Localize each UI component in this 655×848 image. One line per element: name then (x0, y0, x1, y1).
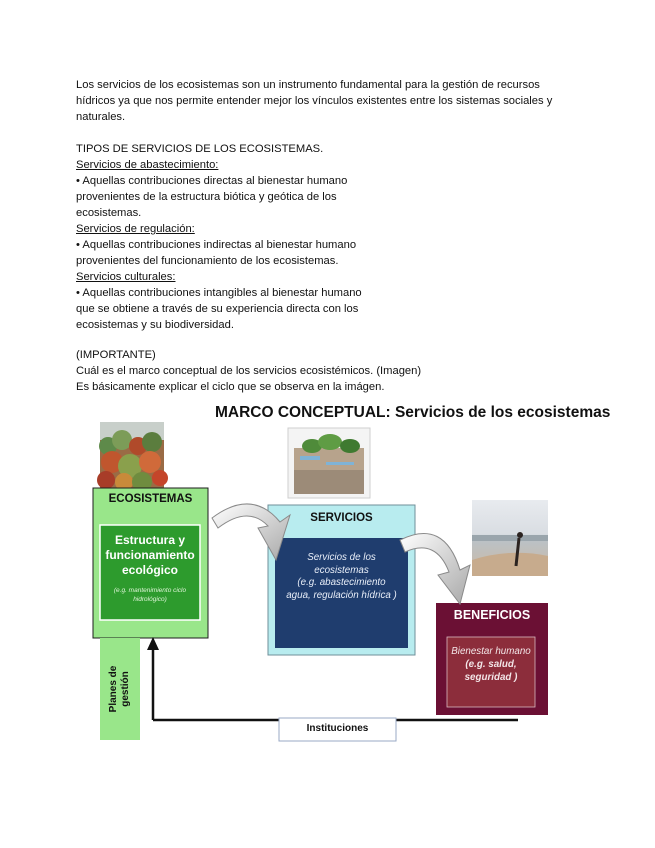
intro-line: naturales. (76, 111, 126, 123)
ecosistemas-example-line: hidrológico) (133, 596, 167, 603)
important-line: (IMPORTANTE) (76, 349, 156, 361)
important-line: Cuál es el marco conceptual de los servicios ecosistémicos. (Imagen) (76, 365, 422, 377)
servicios-inner-line: (e.g. abastecimiento (297, 577, 386, 588)
servicios-inner-line: agua, regulación hídrica ) (286, 589, 397, 601)
tipo-line: • Aquellas contribuciones indirectas al bienestar humano (76, 239, 357, 251)
ecosistemas-inner-line: ecológico (121, 563, 178, 577)
intro-line: Los servicios de los ecosistemas son un instrumento fundamental para la gestión de recursos (76, 79, 540, 91)
beneficios-inner-line: (e.g. salud, (465, 659, 517, 670)
servicios-label: SERVICIOS (310, 512, 373, 524)
tipo-line: • Aquellas contribuciones intangibles al bienestar humano (76, 287, 362, 299)
instituciones-label: Instituciones (306, 723, 369, 734)
ecosistemas-inner-line: Estructura y (114, 533, 186, 547)
tipo-line: • Aquellas contribuciones directas al bienestar humano (76, 175, 348, 187)
beneficios-inner-text (447, 645, 535, 684)
tipo-line: que se obtiene a través de su experiencia directa con los (76, 303, 359, 315)
beneficios-label: BENEFICIOS (453, 608, 531, 622)
tipo-line: provenientes de la estructura biótica y geótica de los (76, 191, 337, 203)
tipo-title-culturales: Servicios culturales: (76, 271, 176, 283)
soil-diagram-photo (288, 428, 370, 498)
servicios-inner-text (275, 552, 408, 602)
tipo-line: ecosistemas y su biodiversidad. (76, 319, 234, 331)
tipos-heading: TIPOS DE SERVICIOS DE LOS ECOSISTEMAS. (76, 143, 324, 155)
servicios-inner-line: Servicios de los (307, 552, 376, 563)
tipo-line: ecosistemas. (76, 207, 142, 219)
ecosistemas-example-line: (e.g. mantenimiento ciclo (113, 587, 187, 594)
diagram-title: MARCO CONCEPTUAL: Servicios de los ecosistemas (215, 404, 611, 421)
intro-line: hídricos ya que nos permite entender mejor los vínculos existentes entre los sistemas sociales y (76, 95, 553, 107)
ecosistemas-label: ECOSISTEMAS (108, 493, 193, 505)
ecosistemas-inner-text (100, 533, 200, 578)
planes-gestion-label-wrap (100, 638, 140, 740)
planes-gestion-line: Planes de (108, 665, 119, 713)
ecosistemas-example (100, 586, 200, 604)
tipo-line: provenientes del funcionamiento de los ecosistemas. (76, 255, 339, 267)
tipo-title-regulacion: Servicios de regulación: (76, 223, 195, 235)
planes-gestion-line: gestión (120, 671, 131, 707)
forest-photo (97, 422, 168, 492)
beneficios-inner-line: Bienestar humano (451, 646, 531, 657)
servicios-inner-line: ecosistemas (314, 564, 369, 576)
beneficios-inner-line: seguridad ) (464, 672, 518, 683)
tipo-title-abastecimiento: Servicios de abastecimiento: (76, 159, 219, 171)
beach-photo (472, 500, 548, 576)
planes-gestion-label (108, 666, 132, 713)
important-line: Es básicamente explicar el ciclo que se observa en la imágen. (76, 381, 385, 393)
ecosistemas-inner-line: funcionamiento (105, 548, 195, 562)
